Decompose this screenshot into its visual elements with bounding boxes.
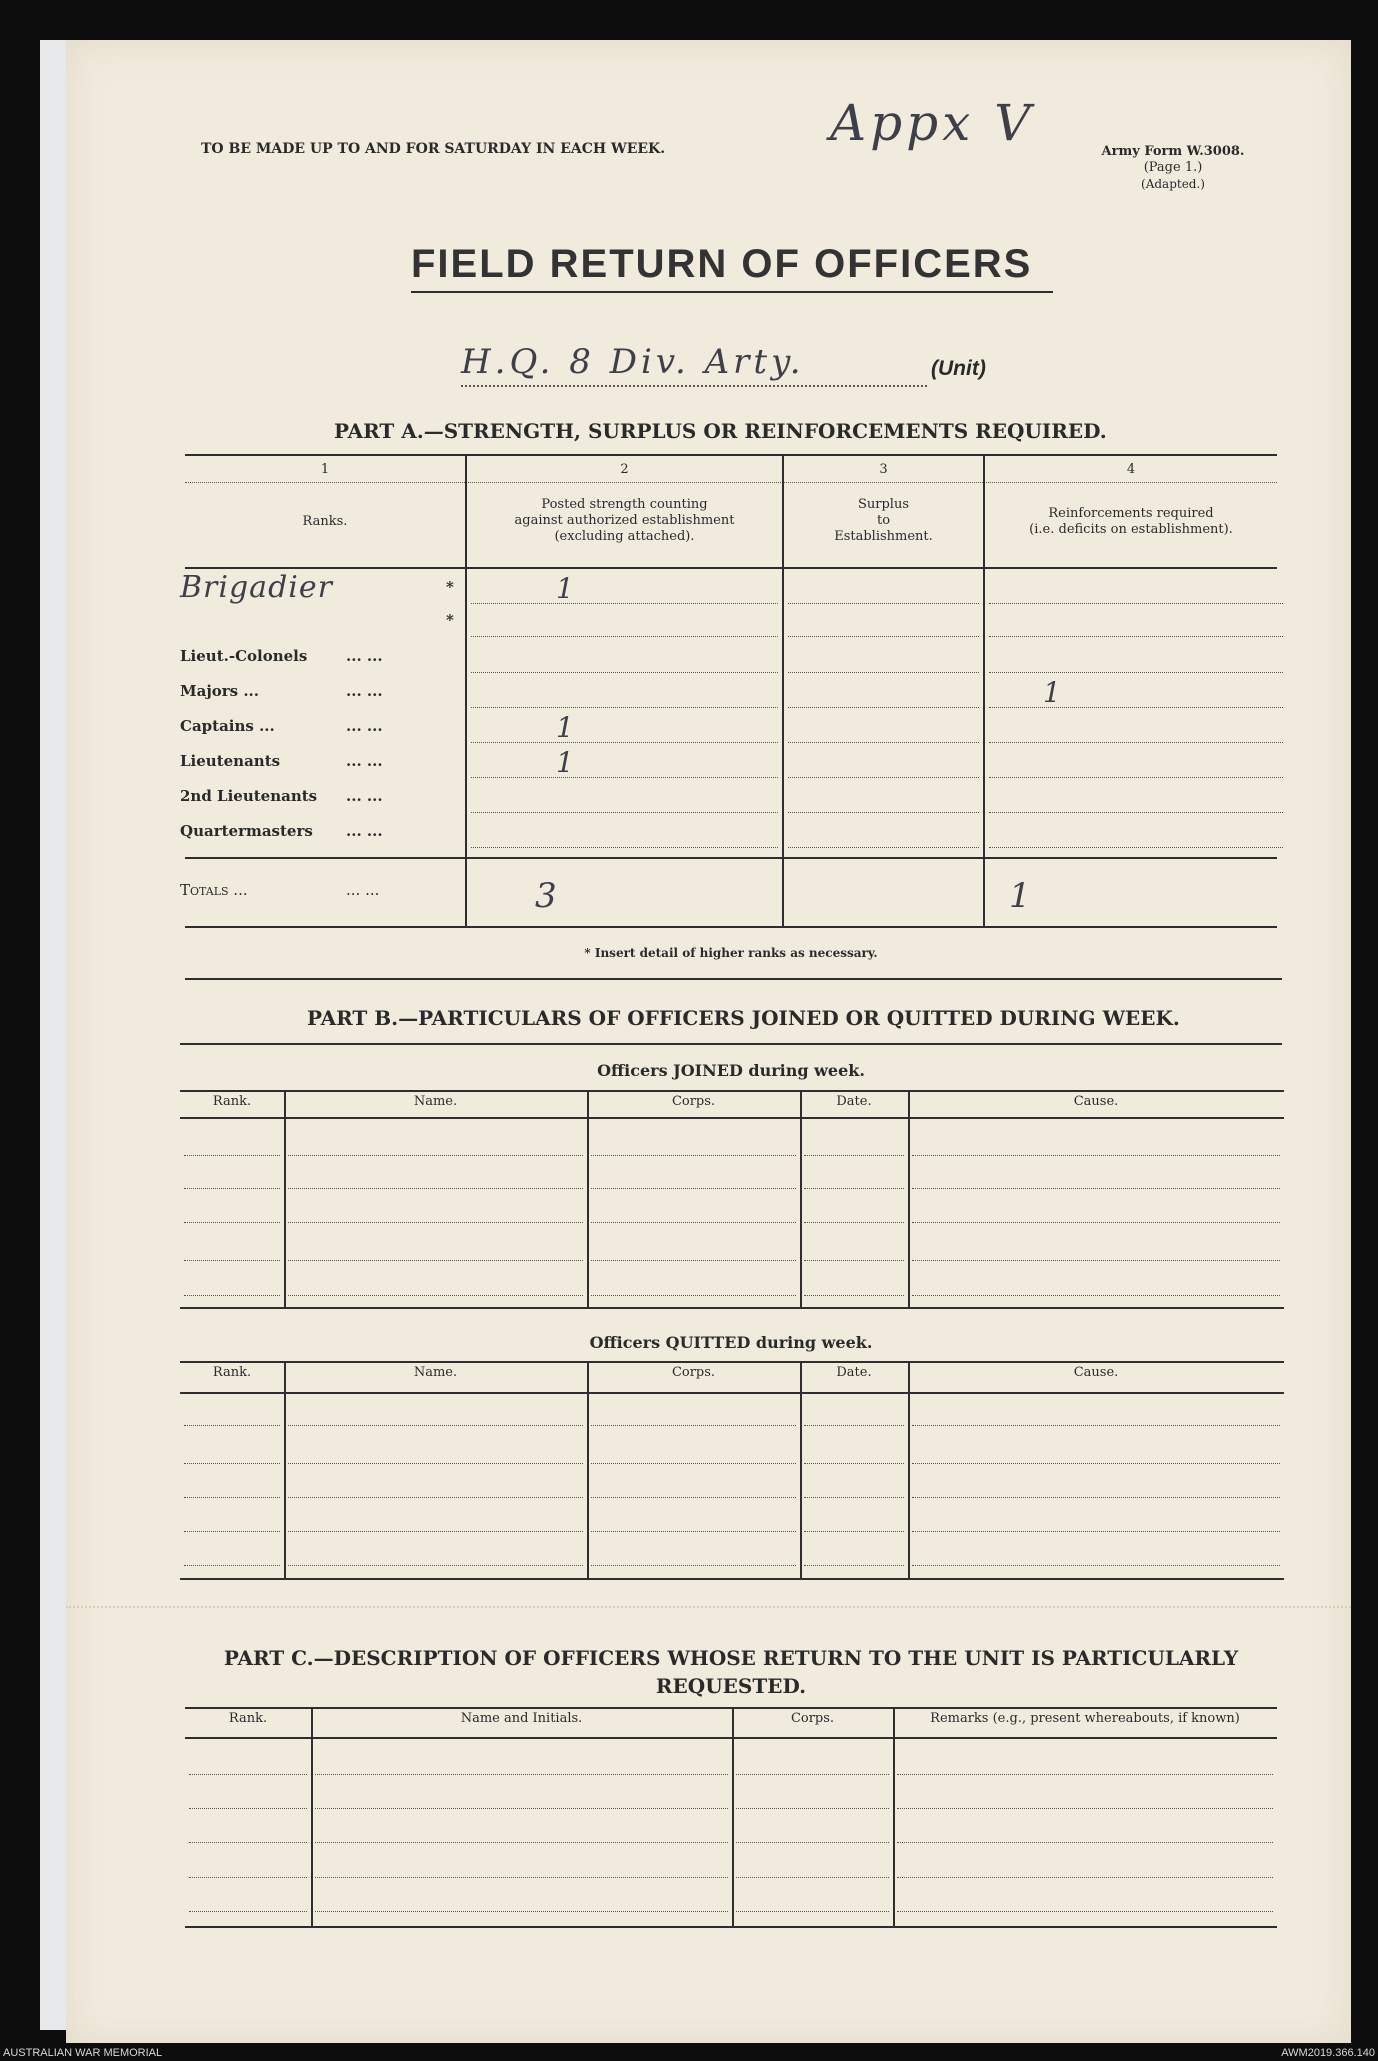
unit-line <box>461 385 927 387</box>
col-number-2: 2 <box>620 462 629 477</box>
part-c-col-header: Rank. <box>228 1711 268 1726</box>
joined-dotted-line <box>804 1295 904 1296</box>
reinforcements-dotted-line <box>989 847 1283 848</box>
part-c-dotted-line <box>189 1911 307 1912</box>
part-b-heading: PART B.—PARTICULARS OF OFFICERS JOINED OR QUITTED DURING WEEK. <box>307 1006 1180 1030</box>
joined-bottom-rule <box>180 1307 1284 1309</box>
quitted-col-header: Cause. <box>1073 1365 1119 1380</box>
part-a-totals-rule <box>185 857 1277 859</box>
surplus-dotted-line <box>788 742 979 743</box>
joined-dotted-line <box>184 1222 280 1223</box>
posted-dotted-line <box>471 847 778 848</box>
quitted-bottom-rule <box>180 1578 1284 1580</box>
joined-dotted-line <box>591 1155 796 1156</box>
joined-col-header: Corps. <box>671 1094 716 1109</box>
posted-header-line: against authorized establishment <box>514 513 735 528</box>
joined-dotted-line <box>912 1260 1280 1261</box>
part-c-dotted-line <box>736 1774 889 1775</box>
quitted-dotted-line <box>288 1425 583 1426</box>
part-c-heading <box>180 1644 1282 1700</box>
posted-dotted-line <box>471 777 778 778</box>
joined-dotted-line <box>591 1295 796 1296</box>
part-c-bottom-rule <box>185 1926 1277 1928</box>
reinforcements-header-line: Reinforcements required <box>1048 506 1214 521</box>
quitted-dotted-line <box>288 1497 583 1498</box>
part-c-dotted-line <box>189 1808 307 1809</box>
joined-dotted-line <box>288 1188 583 1189</box>
rank-dots: ... ... <box>346 787 383 805</box>
totals-label: Totals ... <box>180 881 248 899</box>
posted-dotted-line <box>471 707 778 708</box>
footer-right: AWM2019.366.140 <box>1281 2047 1375 2059</box>
rank-dots: ... ... <box>346 717 383 735</box>
part-c-col-divider <box>732 1707 734 1926</box>
part-c-dotted-line <box>897 1774 1273 1775</box>
joined-dotted-line <box>591 1260 796 1261</box>
surplus-header <box>784 497 983 545</box>
quitted-dotted-line <box>591 1425 796 1426</box>
quitted-col-divider <box>908 1361 910 1578</box>
posted-value: 1 <box>556 746 574 779</box>
posted-header-line: Posted strength counting <box>541 497 708 512</box>
quitted-dotted-line <box>591 1463 796 1464</box>
quitted-header-rule <box>180 1392 1284 1394</box>
joined-dotted-line <box>912 1188 1280 1189</box>
posted-dotted-line <box>471 812 778 813</box>
joined-col-header: Rank. <box>212 1094 252 1109</box>
part-c-dotted-line <box>736 1911 889 1912</box>
rank-dots: ... ... <box>346 647 383 665</box>
quitted-dotted-line <box>912 1425 1280 1426</box>
part-c-dotted-line <box>897 1842 1273 1843</box>
part-c-dotted-line <box>189 1774 307 1775</box>
quitted-dotted-line <box>912 1565 1280 1566</box>
form-page: (Page 1.) <box>1143 160 1203 175</box>
surplus-dotted-line <box>788 636 979 637</box>
posted-header-line: (excluding attached). <box>554 529 695 544</box>
part-c-header-rule <box>185 1737 1277 1739</box>
part-c-dotted-line <box>315 1808 728 1809</box>
col-number-3: 3 <box>879 462 888 477</box>
part-c-dotted-line <box>189 1842 307 1843</box>
part-c-col-header: Corps. <box>790 1711 835 1726</box>
rank-label: Captains ... <box>180 717 275 735</box>
rank-label: 2nd Lieutenants <box>180 787 318 805</box>
joined-col-header: Date. <box>836 1094 872 1109</box>
rank-dots: ... ... <box>346 822 383 840</box>
posted-dotted-line <box>471 636 778 637</box>
reinforcements-dotted-line <box>989 636 1283 637</box>
part-c-dotted-line <box>897 1911 1273 1912</box>
title-underline <box>411 291 1053 293</box>
ranks-header: Ranks. <box>302 514 348 529</box>
quitted-dotted-line <box>288 1463 583 1464</box>
quitted-dotted-line <box>912 1497 1280 1498</box>
surplus-dotted-line <box>788 812 979 813</box>
part-c-dotted-line <box>315 1774 728 1775</box>
joined-dotted-line <box>804 1188 904 1189</box>
quitted-dotted-line <box>288 1531 583 1532</box>
part-c-dotted-line <box>736 1877 889 1878</box>
surplus-header-line: Surplus <box>857 497 910 512</box>
joined-dotted-line <box>804 1155 904 1156</box>
quitted-dotted-line <box>184 1497 280 1498</box>
part-c-dotted-line <box>189 1877 307 1878</box>
quitted-col-divider <box>800 1361 802 1578</box>
quitted-dotted-line <box>804 1463 904 1464</box>
joined-dotted-line <box>912 1155 1280 1156</box>
reinforcements-dotted-line <box>989 777 1283 778</box>
quitted-dotted-line <box>184 1565 280 1566</box>
part-c-dotted-line <box>897 1808 1273 1809</box>
rank-dots: * <box>446 611 454 629</box>
joined-col-divider <box>800 1090 802 1307</box>
quitted-col-header: Name. <box>413 1365 458 1380</box>
joined-dotted-line <box>288 1295 583 1296</box>
form-title: FIELD RETURN OF OFFICERS <box>411 242 1033 286</box>
joined-dotted-line <box>184 1155 280 1156</box>
part-c-col-divider <box>311 1707 313 1926</box>
reinforcements-value: 1 <box>1043 676 1061 709</box>
reinforcements-dotted-line <box>989 707 1283 708</box>
quitted-dotted-line <box>912 1531 1280 1532</box>
part-a-header-rule <box>185 567 1277 569</box>
unit-name: H.Q. 8 Div. Arty. <box>461 342 805 382</box>
joined-dotted-line <box>591 1188 796 1189</box>
posted-value: 1 <box>556 711 574 744</box>
surplus-dotted-line <box>788 707 979 708</box>
part-c-col-header: Remarks (e.g., present whereabouts, if known) <box>930 1711 1240 1726</box>
rank-dots: ... ... <box>346 752 383 770</box>
part-c-col-divider <box>893 1707 895 1926</box>
quitted-dotted-line <box>804 1497 904 1498</box>
part-a-bottom-rule <box>185 926 1277 928</box>
part-c-dotted-line <box>315 1877 728 1878</box>
joined-dotted-line <box>184 1260 280 1261</box>
part-c-dotted-line <box>736 1808 889 1809</box>
joined-col-divider <box>284 1090 286 1307</box>
part-c-top-rule <box>185 1707 1277 1709</box>
quitted-title: Officers QUITTED during week. <box>589 1333 873 1352</box>
part-c-dotted-line <box>736 1842 889 1843</box>
rank-label: Majors ... <box>180 682 259 700</box>
posted-dotted-line <box>471 742 778 743</box>
weekly-instruction: TO BE MADE UP TO AND FOR SATURDAY IN EACH WEEK. <box>201 141 666 157</box>
rank-label: Brigadier <box>180 570 333 605</box>
part-a-footnote: * Insert detail of higher ranks as necessary. <box>584 946 878 960</box>
surplus-header-line: Establishment. <box>834 529 933 544</box>
joined-col-header: Name. <box>413 1094 458 1109</box>
surplus-dotted-line <box>788 777 979 778</box>
joined-dotted-line <box>288 1260 583 1261</box>
rank-dots: ... ... <box>346 682 383 700</box>
totals-posted: 3 <box>535 876 557 916</box>
footer-left: AUSTRALIAN WAR MEMORIAL <box>3 2047 163 2059</box>
joined-col-header: Cause. <box>1073 1094 1119 1109</box>
surplus-dotted-line <box>788 672 979 673</box>
joined-dotted-line <box>288 1222 583 1223</box>
posted-header <box>467 497 782 545</box>
joined-dotted-line <box>804 1260 904 1261</box>
joined-dotted-line <box>591 1222 796 1223</box>
rank-label: Lieut.-Colonels <box>180 647 308 665</box>
reinforcements-header-line: (i.e. deficits on establishment). <box>1029 522 1233 537</box>
form-adapted: (Adapted.) <box>1141 177 1205 191</box>
joined-dotted-line <box>912 1222 1280 1223</box>
reinforcements-dotted-line <box>989 672 1283 673</box>
part-b-top-rule <box>180 1043 1282 1045</box>
part-a-end-rule <box>185 978 1282 980</box>
part-c-dotted-line <box>315 1842 728 1843</box>
quitted-dotted-line <box>804 1565 904 1566</box>
totals-reinforcements: 1 <box>1009 876 1031 916</box>
rank-label: Lieutenants <box>180 752 281 770</box>
part-c-heading-line: REQUESTED. <box>655 1674 807 1698</box>
rank-label: Quartermasters <box>180 822 313 840</box>
quitted-dotted-line <box>184 1425 280 1426</box>
col-number-4: 4 <box>1126 462 1136 477</box>
reinforcements-header <box>985 506 1277 538</box>
joined-dotted-line <box>804 1222 904 1223</box>
joined-dotted-line <box>184 1188 280 1189</box>
form-paper <box>66 40 1351 2043</box>
quitted-col-header: Date. <box>836 1365 872 1380</box>
reinforcements-dotted-line <box>989 812 1283 813</box>
col-number-1: 1 <box>320 462 330 477</box>
joined-col-divider <box>908 1090 910 1307</box>
part-a-heading: PART A.—STRENGTH, SURPLUS OR REINFORCEMENTS REQUIRED. <box>334 419 1107 443</box>
posted-dotted-line <box>471 672 778 673</box>
quitted-dotted-line <box>591 1497 796 1498</box>
quitted-top-rule <box>180 1361 1284 1363</box>
joined-col-divider <box>587 1090 589 1307</box>
quitted-dotted-line <box>591 1531 796 1532</box>
reinforcements-dotted-line <box>989 742 1283 743</box>
part-a-top-rule <box>185 454 1277 456</box>
rank-dots: * <box>446 578 454 596</box>
quitted-col-header: Corps. <box>671 1365 716 1380</box>
quitted-col-header: Rank. <box>212 1365 252 1380</box>
quitted-col-divider <box>587 1361 589 1578</box>
posted-value: 1 <box>556 572 574 605</box>
part-c-dotted-line <box>897 1877 1273 1878</box>
quitted-dotted-line <box>804 1425 904 1426</box>
joined-header-rule <box>180 1117 1284 1119</box>
appendix-note: Appx V <box>830 94 1035 152</box>
posted-dotted-line <box>471 603 778 604</box>
form-number: Army Form W.3008. <box>1101 144 1245 159</box>
joined-top-rule <box>180 1090 1284 1092</box>
quitted-col-divider <box>284 1361 286 1578</box>
joined-title: Officers JOINED during week. <box>597 1061 865 1080</box>
quitted-dotted-line <box>184 1463 280 1464</box>
part-a-number-rule <box>185 482 1277 483</box>
joined-dotted-line <box>288 1155 583 1156</box>
part-c-dotted-line <box>315 1911 728 1912</box>
joined-dotted-line <box>912 1295 1280 1296</box>
totals-dots: ... ... <box>346 881 380 899</box>
surplus-dotted-line <box>788 847 979 848</box>
reinforcements-dotted-line <box>989 603 1283 604</box>
unit-label: (Unit) <box>931 357 986 380</box>
quitted-dotted-line <box>184 1531 280 1532</box>
quitted-dotted-line <box>804 1531 904 1532</box>
joined-dotted-line <box>184 1295 280 1296</box>
quitted-dotted-line <box>591 1565 796 1566</box>
quitted-dotted-line <box>288 1565 583 1566</box>
surplus-header-line: to <box>876 513 891 528</box>
surplus-dotted-line <box>788 603 979 604</box>
part-c-col-header: Name and Initials. <box>460 1711 583 1726</box>
form-identifier <box>1083 144 1263 192</box>
perforation-line <box>66 1606 1351 1608</box>
quitted-dotted-line <box>912 1463 1280 1464</box>
part-c-heading-line: PART C.—DESCRIPTION OF OFFICERS WHOSE RETURN TO THE UNIT IS PARTICULARLY <box>223 1646 1239 1670</box>
